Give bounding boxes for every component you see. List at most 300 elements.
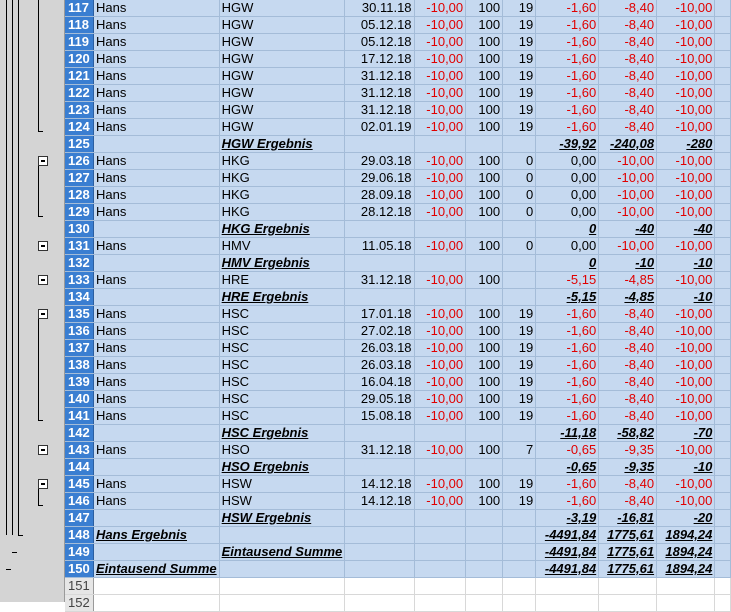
cell[interactable] bbox=[466, 255, 503, 272]
cell[interactable] bbox=[657, 578, 715, 595]
cell-f[interactable]: 19 bbox=[503, 493, 536, 510]
row-header[interactable]: 139 bbox=[65, 374, 93, 391]
cell-h[interactable]: -8,40 bbox=[599, 68, 657, 85]
subtotal-g[interactable]: -4491,84 bbox=[536, 527, 599, 544]
cell[interactable] bbox=[414, 595, 466, 612]
cell[interactable] bbox=[466, 544, 503, 561]
cell-d[interactable]: -10,00 bbox=[414, 204, 466, 221]
cell-i[interactable]: -10,00 bbox=[657, 68, 715, 85]
cell-c[interactable]: 05.12.18 bbox=[345, 17, 414, 34]
subtotal-label[interactable]: HSW Ergebnis bbox=[219, 510, 345, 527]
cell-a[interactable]: Hans bbox=[93, 323, 219, 340]
cell[interactable] bbox=[466, 289, 503, 306]
cell[interactable] bbox=[715, 544, 731, 561]
cell-a[interactable]: Hans bbox=[93, 85, 219, 102]
cell-g[interactable]: -1,60 bbox=[536, 357, 599, 374]
cell-d[interactable]: -10,00 bbox=[414, 391, 466, 408]
cell-c[interactable]: 27.02.18 bbox=[345, 323, 414, 340]
cell[interactable] bbox=[345, 459, 414, 476]
row-header[interactable]: 135 bbox=[65, 306, 93, 323]
cell-f[interactable]: 0 bbox=[503, 204, 536, 221]
cell-h[interactable]: -10,00 bbox=[599, 170, 657, 187]
cell-h[interactable]: -10,00 bbox=[599, 187, 657, 204]
cell[interactable] bbox=[657, 595, 715, 612]
cell-f[interactable]: 19 bbox=[503, 357, 536, 374]
cell-g[interactable]: -1,60 bbox=[536, 476, 599, 493]
cell[interactable] bbox=[414, 561, 466, 578]
cell-h[interactable]: -4,85 bbox=[599, 272, 657, 289]
row-header[interactable]: 143 bbox=[65, 442, 93, 459]
cell-e[interactable]: 100 bbox=[466, 0, 503, 17]
cell-i[interactable]: -10,00 bbox=[657, 204, 715, 221]
cell-d[interactable]: -10,00 bbox=[414, 408, 466, 425]
cell[interactable] bbox=[503, 527, 536, 544]
cell-a[interactable]: Hans bbox=[93, 442, 219, 459]
cell-i[interactable]: -10,00 bbox=[657, 17, 715, 34]
cell-c[interactable]: 14.12.18 bbox=[345, 476, 414, 493]
cell-f[interactable]: 19 bbox=[503, 51, 536, 68]
cell-f[interactable]: 0 bbox=[503, 153, 536, 170]
subtotal-h[interactable]: 1775,61 bbox=[599, 561, 657, 578]
cell-h[interactable]: -8,40 bbox=[599, 323, 657, 340]
cell[interactable] bbox=[715, 493, 731, 510]
cell-c[interactable]: 17.12.18 bbox=[345, 51, 414, 68]
row-header[interactable]: 117 bbox=[65, 0, 93, 17]
cell[interactable] bbox=[715, 476, 731, 493]
cell-f[interactable]: 19 bbox=[503, 17, 536, 34]
cell[interactable] bbox=[715, 510, 731, 527]
cell[interactable] bbox=[536, 578, 599, 595]
cell-a[interactable]: Hans bbox=[93, 272, 219, 289]
cell-i[interactable]: -10,00 bbox=[657, 408, 715, 425]
cell[interactable] bbox=[466, 510, 503, 527]
subtotal-h[interactable]: -240,08 bbox=[599, 136, 657, 153]
cell-c[interactable]: 29.03.18 bbox=[345, 153, 414, 170]
cell-d[interactable]: -10,00 bbox=[414, 17, 466, 34]
cell[interactable] bbox=[715, 136, 731, 153]
subtotal-i[interactable]: 1894,24 bbox=[657, 561, 715, 578]
cell[interactable] bbox=[715, 51, 731, 68]
cell-g[interactable]: -0,65 bbox=[536, 442, 599, 459]
cell[interactable] bbox=[466, 425, 503, 442]
subtotal-h[interactable]: -10 bbox=[599, 255, 657, 272]
cell[interactable] bbox=[715, 595, 731, 612]
row-header[interactable]: 136 bbox=[65, 323, 93, 340]
cell-e[interactable]: 100 bbox=[466, 340, 503, 357]
cell[interactable] bbox=[466, 561, 503, 578]
subtotal-h[interactable]: -16,81 bbox=[599, 510, 657, 527]
cell-i[interactable]: -10,00 bbox=[657, 391, 715, 408]
cell[interactable] bbox=[219, 527, 345, 544]
cell-i[interactable]: -10,00 bbox=[657, 272, 715, 289]
cell-e[interactable]: 100 bbox=[466, 51, 503, 68]
cell[interactable] bbox=[414, 136, 466, 153]
cell-d[interactable]: -10,00 bbox=[414, 0, 466, 17]
cell[interactable] bbox=[536, 595, 599, 612]
subtotal-label[interactable]: HGW Ergebnis bbox=[219, 136, 345, 153]
cell-f[interactable]: 19 bbox=[503, 68, 536, 85]
cell[interactable] bbox=[715, 17, 731, 34]
cell[interactable] bbox=[93, 255, 219, 272]
cell-f[interactable]: 19 bbox=[503, 306, 536, 323]
cell-f[interactable]: 0 bbox=[503, 238, 536, 255]
cell-d[interactable]: -10,00 bbox=[414, 374, 466, 391]
subtotal-label[interactable]: Hans Ergebnis bbox=[93, 527, 219, 544]
subtotal-label[interactable]: Eintausend Summe bbox=[93, 561, 219, 578]
cell[interactable] bbox=[715, 119, 731, 136]
row-header[interactable]: 133 bbox=[65, 272, 93, 289]
cell[interactable] bbox=[93, 510, 219, 527]
cell-f[interactable]: 19 bbox=[503, 408, 536, 425]
cell-g[interactable]: -1,60 bbox=[536, 34, 599, 51]
cell-i[interactable]: -10,00 bbox=[657, 187, 715, 204]
collapse-group-button[interactable] bbox=[38, 309, 48, 319]
cell-h[interactable]: -8,40 bbox=[599, 119, 657, 136]
cell-g[interactable]: -1,60 bbox=[536, 0, 599, 17]
cell[interactable] bbox=[715, 391, 731, 408]
cell-g[interactable]: -1,60 bbox=[536, 408, 599, 425]
cell-a[interactable]: Hans bbox=[93, 102, 219, 119]
cell-b[interactable]: HSW bbox=[219, 493, 345, 510]
cell-a[interactable]: Hans bbox=[93, 476, 219, 493]
cell[interactable] bbox=[715, 102, 731, 119]
cell[interactable] bbox=[93, 289, 219, 306]
cell[interactable] bbox=[715, 204, 731, 221]
cell-c[interactable]: 30.11.18 bbox=[345, 0, 414, 17]
row-header[interactable]: 118 bbox=[65, 17, 93, 34]
cell-h[interactable]: -8,40 bbox=[599, 408, 657, 425]
cell[interactable] bbox=[93, 425, 219, 442]
cell-g[interactable]: -1,60 bbox=[536, 340, 599, 357]
cell[interactable] bbox=[599, 578, 657, 595]
cell-c[interactable]: 14.12.18 bbox=[345, 493, 414, 510]
cell-b[interactable]: HSC bbox=[219, 306, 345, 323]
cell-f[interactable]: 19 bbox=[503, 374, 536, 391]
row-header[interactable]: 140 bbox=[65, 391, 93, 408]
cell-a[interactable]: Hans bbox=[93, 493, 219, 510]
row-header[interactable]: 119 bbox=[65, 34, 93, 51]
cell-b[interactable]: HMV bbox=[219, 238, 345, 255]
row-header[interactable]: 130 bbox=[65, 221, 93, 238]
cell-b[interactable]: HSC bbox=[219, 340, 345, 357]
cell[interactable] bbox=[715, 153, 731, 170]
cell[interactable] bbox=[466, 221, 503, 238]
subtotal-h[interactable]: -58,82 bbox=[599, 425, 657, 442]
row-header[interactable]: 148 bbox=[65, 527, 93, 544]
cell-h[interactable]: -10,00 bbox=[599, 238, 657, 255]
subtotal-h[interactable]: -4,85 bbox=[599, 289, 657, 306]
cell[interactable] bbox=[414, 544, 466, 561]
cell-g[interactable]: -1,60 bbox=[536, 493, 599, 510]
cell-d[interactable]: -10,00 bbox=[414, 187, 466, 204]
cell-d[interactable]: -10,00 bbox=[414, 323, 466, 340]
cell-b[interactable]: HGW bbox=[219, 17, 345, 34]
cell-d[interactable]: -10,00 bbox=[414, 119, 466, 136]
subtotal-label[interactable]: Eintausend Summe bbox=[219, 544, 345, 561]
cell[interactable] bbox=[715, 255, 731, 272]
cell-b[interactable]: HSW bbox=[219, 476, 345, 493]
cell-b[interactable]: HGW bbox=[219, 102, 345, 119]
cell-c[interactable]: 11.05.18 bbox=[345, 238, 414, 255]
cell-a[interactable]: Hans bbox=[93, 187, 219, 204]
cell[interactable] bbox=[503, 289, 536, 306]
cell-g[interactable]: -5,15 bbox=[536, 272, 599, 289]
cell-b[interactable]: HSC bbox=[219, 374, 345, 391]
cell-a[interactable]: Hans bbox=[93, 34, 219, 51]
cell-i[interactable]: -10,00 bbox=[657, 323, 715, 340]
cell[interactable] bbox=[715, 323, 731, 340]
cell[interactable] bbox=[503, 595, 536, 612]
subtotal-i[interactable]: 1894,24 bbox=[657, 544, 715, 561]
cell[interactable] bbox=[715, 374, 731, 391]
cell-g[interactable]: 0,00 bbox=[536, 170, 599, 187]
row-header[interactable]: 142 bbox=[65, 425, 93, 442]
cell-b[interactable]: HKG bbox=[219, 170, 345, 187]
cell-h[interactable]: -8,40 bbox=[599, 374, 657, 391]
cell-e[interactable]: 100 bbox=[466, 187, 503, 204]
cell[interactable] bbox=[345, 221, 414, 238]
cell-d[interactable]: -10,00 bbox=[414, 340, 466, 357]
cell-h[interactable]: -9,35 bbox=[599, 442, 657, 459]
row-header[interactable]: 129 bbox=[65, 204, 93, 221]
cell[interactable] bbox=[715, 289, 731, 306]
row-header[interactable]: 144 bbox=[65, 459, 93, 476]
cell-b[interactable]: HKG bbox=[219, 204, 345, 221]
cell-c[interactable]: 29.05.18 bbox=[345, 391, 414, 408]
cell[interactable] bbox=[414, 578, 466, 595]
collapse-group-button[interactable] bbox=[38, 275, 48, 285]
cell[interactable] bbox=[414, 255, 466, 272]
cell[interactable] bbox=[219, 561, 345, 578]
row-header[interactable]: 146 bbox=[65, 493, 93, 510]
cell-i[interactable]: -10,00 bbox=[657, 493, 715, 510]
cell-e[interactable]: 100 bbox=[466, 102, 503, 119]
cell-c[interactable]: 31.12.18 bbox=[345, 85, 414, 102]
subtotal-label[interactable]: HRE Ergebnis bbox=[219, 289, 345, 306]
cell-g[interactable]: -1,60 bbox=[536, 391, 599, 408]
cell-e[interactable]: 100 bbox=[466, 153, 503, 170]
cell-h[interactable]: -10,00 bbox=[599, 204, 657, 221]
cell-h[interactable]: -8,40 bbox=[599, 51, 657, 68]
cell-g[interactable]: -1,60 bbox=[536, 374, 599, 391]
cell[interactable] bbox=[466, 136, 503, 153]
cell-h[interactable]: -8,40 bbox=[599, 476, 657, 493]
cell-d[interactable]: -10,00 bbox=[414, 170, 466, 187]
row-header[interactable]: 138 bbox=[65, 357, 93, 374]
cell-f[interactable]: 19 bbox=[503, 476, 536, 493]
cell[interactable] bbox=[93, 578, 219, 595]
cell-h[interactable]: -8,40 bbox=[599, 357, 657, 374]
cell-f[interactable]: 19 bbox=[503, 102, 536, 119]
cell[interactable] bbox=[715, 170, 731, 187]
cell[interactable] bbox=[715, 306, 731, 323]
cell[interactable] bbox=[599, 595, 657, 612]
row-header[interactable]: 149 bbox=[65, 544, 93, 561]
cell-e[interactable]: 100 bbox=[466, 391, 503, 408]
cell-c[interactable]: 26.03.18 bbox=[345, 340, 414, 357]
row-header[interactable]: 120 bbox=[65, 51, 93, 68]
cell-b[interactable]: HGW bbox=[219, 68, 345, 85]
cell-f[interactable]: 0 bbox=[503, 187, 536, 204]
cell-i[interactable]: -10,00 bbox=[657, 85, 715, 102]
cell-e[interactable]: 100 bbox=[466, 493, 503, 510]
cell-d[interactable]: -10,00 bbox=[414, 442, 466, 459]
row-header[interactable]: 131 bbox=[65, 238, 93, 255]
cell-c[interactable]: 26.03.18 bbox=[345, 357, 414, 374]
cell[interactable] bbox=[715, 238, 731, 255]
cell-a[interactable]: Hans bbox=[93, 340, 219, 357]
subtotal-label[interactable]: HMV Ergebnis bbox=[219, 255, 345, 272]
cell[interactable] bbox=[414, 289, 466, 306]
cell[interactable] bbox=[414, 527, 466, 544]
row-header[interactable]: 128 bbox=[65, 187, 93, 204]
cell-a[interactable]: Hans bbox=[93, 391, 219, 408]
cell-b[interactable]: HKG bbox=[219, 153, 345, 170]
cell-d[interactable]: -10,00 bbox=[414, 476, 466, 493]
cell-b[interactable]: HGW bbox=[219, 51, 345, 68]
cell-f[interactable]: 19 bbox=[503, 119, 536, 136]
cell-f[interactable]: 19 bbox=[503, 391, 536, 408]
cell-e[interactable]: 100 bbox=[466, 204, 503, 221]
cell-e[interactable]: 100 bbox=[466, 306, 503, 323]
row-header[interactable]: 151 bbox=[65, 578, 93, 595]
cell[interactable] bbox=[414, 221, 466, 238]
cell[interactable] bbox=[715, 578, 731, 595]
cell-g[interactable]: 0,00 bbox=[536, 238, 599, 255]
cell-i[interactable]: -10,00 bbox=[657, 340, 715, 357]
cell-g[interactable]: -1,60 bbox=[536, 119, 599, 136]
cell-e[interactable]: 100 bbox=[466, 17, 503, 34]
subtotal-h[interactable]: -40 bbox=[599, 221, 657, 238]
row-header[interactable]: 123 bbox=[65, 102, 93, 119]
cell[interactable] bbox=[503, 221, 536, 238]
cell-e[interactable]: 100 bbox=[466, 357, 503, 374]
cell-g[interactable]: 0,00 bbox=[536, 153, 599, 170]
collapse-group-button[interactable] bbox=[38, 241, 48, 251]
row-header[interactable]: 124 bbox=[65, 119, 93, 136]
cell-a[interactable]: Hans bbox=[93, 408, 219, 425]
cell-b[interactable]: HRE bbox=[219, 272, 345, 289]
cell[interactable] bbox=[715, 408, 731, 425]
cell-f[interactable]: 19 bbox=[503, 0, 536, 17]
cell-f[interactable]: 0 bbox=[503, 170, 536, 187]
cell[interactable] bbox=[219, 595, 345, 612]
cell[interactable] bbox=[503, 425, 536, 442]
subtotal-g[interactable]: -39,92 bbox=[536, 136, 599, 153]
subtotal-i[interactable]: -70 bbox=[657, 425, 715, 442]
cell[interactable] bbox=[715, 34, 731, 51]
cell-g[interactable]: -1,60 bbox=[536, 68, 599, 85]
cell-d[interactable]: -10,00 bbox=[414, 306, 466, 323]
cell-i[interactable]: -10,00 bbox=[657, 102, 715, 119]
row-header[interactable]: 125 bbox=[65, 136, 93, 153]
cell-c[interactable]: 15.08.18 bbox=[345, 408, 414, 425]
cell-d[interactable]: -10,00 bbox=[414, 238, 466, 255]
cell-e[interactable]: 100 bbox=[466, 68, 503, 85]
cell-e[interactable]: 100 bbox=[466, 170, 503, 187]
row-header[interactable]: 141 bbox=[65, 408, 93, 425]
cell-e[interactable]: 100 bbox=[466, 323, 503, 340]
cell[interactable] bbox=[414, 425, 466, 442]
cell-d[interactable]: -10,00 bbox=[414, 51, 466, 68]
subtotal-i[interactable]: -20 bbox=[657, 510, 715, 527]
cell-i[interactable]: -10,00 bbox=[657, 0, 715, 17]
subtotal-i[interactable]: -10 bbox=[657, 255, 715, 272]
cell-e[interactable]: 100 bbox=[466, 408, 503, 425]
cell[interactable] bbox=[503, 136, 536, 153]
row-header[interactable]: 122 bbox=[65, 85, 93, 102]
cell-i[interactable]: -10,00 bbox=[657, 153, 715, 170]
subtotal-g[interactable]: 0 bbox=[536, 221, 599, 238]
cell-b[interactable]: HSC bbox=[219, 323, 345, 340]
cell-c[interactable]: 05.12.18 bbox=[345, 34, 414, 51]
cell[interactable] bbox=[715, 85, 731, 102]
subtotal-i[interactable]: -10 bbox=[657, 289, 715, 306]
subtotal-label[interactable]: HSO Ergebnis bbox=[219, 459, 345, 476]
row-header[interactable]: 132 bbox=[65, 255, 93, 272]
cell[interactable] bbox=[715, 272, 731, 289]
cell-a[interactable]: Hans bbox=[93, 204, 219, 221]
cell-f[interactable]: 19 bbox=[503, 85, 536, 102]
subtotal-g[interactable]: 0 bbox=[536, 255, 599, 272]
cell[interactable] bbox=[466, 595, 503, 612]
cell-g[interactable]: -1,60 bbox=[536, 51, 599, 68]
subtotal-i[interactable]: -280 bbox=[657, 136, 715, 153]
subtotal-g[interactable]: -11,18 bbox=[536, 425, 599, 442]
cell-f[interactable]: 7 bbox=[503, 442, 536, 459]
cell-e[interactable]: 100 bbox=[466, 119, 503, 136]
cell[interactable] bbox=[345, 527, 414, 544]
cell-g[interactable]: -1,60 bbox=[536, 85, 599, 102]
cell-d[interactable]: -10,00 bbox=[414, 34, 466, 51]
row-header[interactable]: 150 bbox=[65, 561, 93, 578]
cell-i[interactable]: -10,00 bbox=[657, 51, 715, 68]
cell[interactable] bbox=[503, 578, 536, 595]
cell-b[interactable]: HGW bbox=[219, 0, 345, 17]
row-header[interactable]: 126 bbox=[65, 153, 93, 170]
cell-h[interactable]: -8,40 bbox=[599, 85, 657, 102]
cell-b[interactable]: HSO bbox=[219, 442, 345, 459]
cell-i[interactable]: -10,00 bbox=[657, 34, 715, 51]
cell-i[interactable]: -10,00 bbox=[657, 476, 715, 493]
cell-e[interactable]: 100 bbox=[466, 476, 503, 493]
cell-h[interactable]: -8,40 bbox=[599, 102, 657, 119]
cell[interactable] bbox=[715, 459, 731, 476]
cell-b[interactable]: HSC bbox=[219, 357, 345, 374]
cell[interactable] bbox=[466, 459, 503, 476]
row-header[interactable]: 121 bbox=[65, 68, 93, 85]
cell-d[interactable]: -10,00 bbox=[414, 272, 466, 289]
cell-b[interactable]: HSC bbox=[219, 391, 345, 408]
cell-a[interactable]: Hans bbox=[93, 374, 219, 391]
cell-g[interactable]: -1,60 bbox=[536, 17, 599, 34]
cell-h[interactable]: -8,40 bbox=[599, 17, 657, 34]
row-header[interactable]: 152 bbox=[65, 595, 93, 612]
subtotal-i[interactable]: -10 bbox=[657, 459, 715, 476]
cell-d[interactable]: -10,00 bbox=[414, 68, 466, 85]
cell-d[interactable]: -10,00 bbox=[414, 357, 466, 374]
cell-g[interactable]: -1,60 bbox=[536, 323, 599, 340]
cell-i[interactable]: -10,00 bbox=[657, 119, 715, 136]
cell-i[interactable]: -10,00 bbox=[657, 238, 715, 255]
cell-h[interactable]: -8,40 bbox=[599, 391, 657, 408]
cell[interactable] bbox=[503, 561, 536, 578]
cell-e[interactable]: 100 bbox=[466, 85, 503, 102]
cell-g[interactable]: 0,00 bbox=[536, 187, 599, 204]
cell[interactable] bbox=[715, 68, 731, 85]
cell-i[interactable]: -10,00 bbox=[657, 442, 715, 459]
cell-i[interactable]: -10,00 bbox=[657, 374, 715, 391]
